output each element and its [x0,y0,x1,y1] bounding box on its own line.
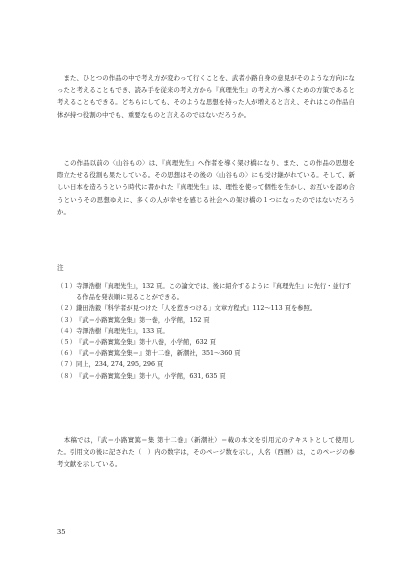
page-number: 35 [57,528,66,536]
note-number: （７） [57,361,76,369]
note-number: （６） [57,350,76,358]
source-note-paragraph: 本稿では，『武＝小路實篤＝集 第十二巻』（新潮社）＝載の本文を引用元のテキストとして使用した。引用文の後に記された（ ）内の数字は，そのページ数を示し，人名（西暦）は，このページの参考文献を示している。 [57,436,355,469]
note-item [57,337,357,348]
note-number: （１） [57,283,76,290]
notes-heading: 注 [57,264,64,272]
note-item [57,359,357,370]
note-text: 寺澤浩樹『真理先生』，132 頁。この論文では、後に紹介するように『真理先生』に先行・並行する作品を発表順に見ることができる。 [76,283,352,302]
notes-list [57,281,357,382]
note-number: （５） [57,339,76,347]
note-text: 『武＝小路實篤全集』第十八巻，小学館，632 頁 [76,339,216,347]
note-number: （４） [57,327,76,335]
note-number: （２） [57,305,76,313]
note-text: 『武＝小路實篤全集』第一巻，小学館，152 頁 [76,316,210,324]
note-item [57,348,357,359]
note-text: 鎌田浩毅『科学者が見つけた「人を惹きつける」文章方程式』112～113 頁を参照。 [76,305,317,313]
body-paragraph: また、ひとつの作品の中で考え方が変わって行くことを、武者小路自身の意見がそのような方向になったと考えることもでき、読み手を従来の考え方から『真理先生』の考え方へ導くための方策であると考えることもできる。どちらにしても、そのような思想を持った人が増えると言え、それはこの作品自体が持つ役割の中でも、重要なものと言えるのではないだろうか。 [57,74,355,119]
note-text: 同上，234, 274, 295, 296 頁 [76,361,164,369]
body-paragraph: この作品以前の〈山谷もの〉は、『真理先生』へ作者を導く架け橋になり、また、この作品の思想を際立たせる役割も果たしている。その思想はその後の〈山谷もの〉にも受け継がれている。そして、新しい日本を造ろうという時代に書かれた『真理先生』は、理性を使って個性を生かし、お互いを認め合うというその思想ゆえに、多くの人が幸せを感じる社会への架け橋の１つになったのではないだろうか。 [57,159,355,216]
note-text: 『武＝小路實篤全集＝』第十二巻，新潮社，351～360 頁 [76,350,241,358]
note-text: 『武＝小路實篤全集』第十八，小学館，631, 635 頁 [76,372,226,380]
note-number: （３） [57,316,76,324]
note-number: （８） [57,372,76,380]
note-item [57,281,357,303]
note-text: 寺澤浩樹『真理先生』，133 頁。 [76,327,169,335]
note-item [57,315,357,326]
note-item [57,326,357,337]
note-item [57,371,357,382]
note-item [57,303,357,314]
